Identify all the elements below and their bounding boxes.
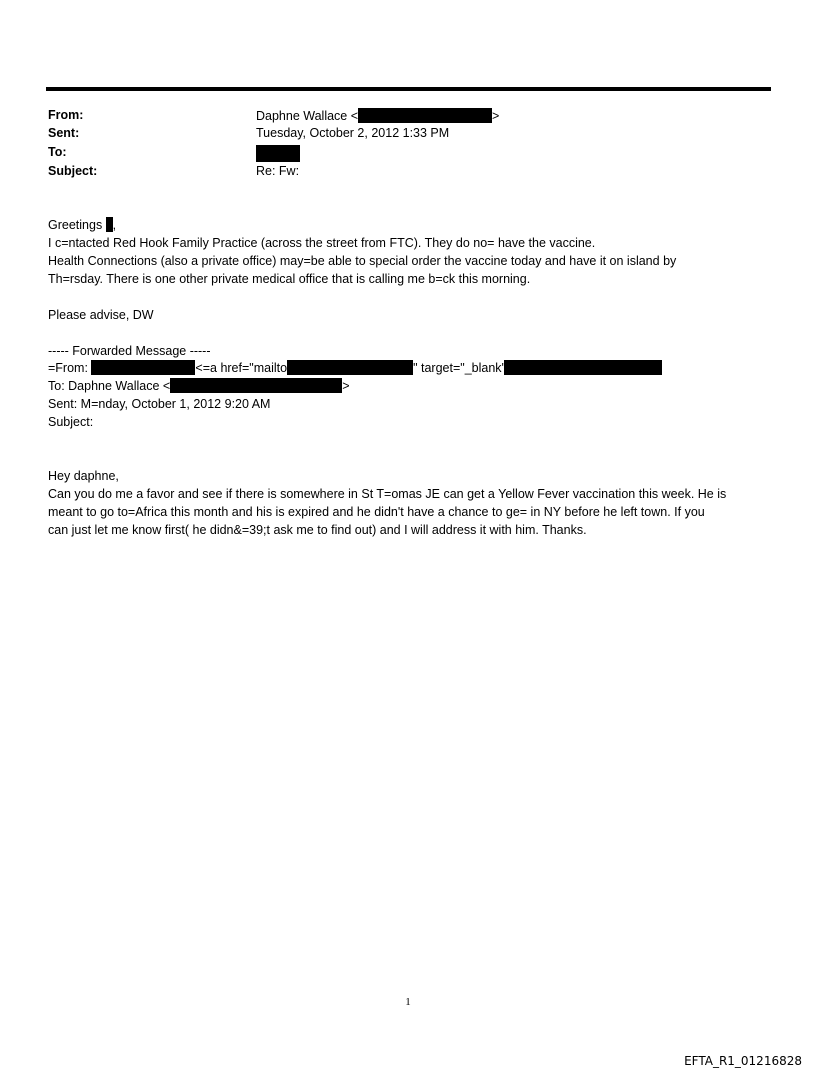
- forwarded-to-line: [48, 377, 350, 395]
- body-line-1: I c=ntacted Red Hook Family Practice (across the street from FTC). They do no= have the vaccine.: [48, 236, 596, 250]
- forwarded-from-line: [48, 359, 662, 377]
- from-label: From:: [48, 108, 84, 122]
- body-line-3: Th=rsday. There is one other private medical office that is calling me b=ck this morning.: [48, 272, 531, 286]
- from-close: >: [492, 109, 500, 123]
- forwarded-to-prefix: To: Daphne Wallace <: [48, 379, 171, 393]
- sent-row: [48, 126, 748, 144]
- greeting-line: [48, 216, 116, 234]
- redaction-box: [170, 378, 342, 393]
- redaction-box: [358, 108, 492, 123]
- redaction-box: [106, 217, 113, 232]
- page-number: 1: [405, 996, 411, 1008]
- greeting-prefix: Greetings: [48, 218, 106, 232]
- forwarded-sent: Sent: M=nday, October 1, 2012 9:20 AM: [48, 397, 271, 411]
- subject-value: Re: Fw:: [256, 164, 300, 178]
- redaction-box: [287, 360, 413, 375]
- message-line-1: Can you do me a favor and see if there is somewhere in St T=omas JE can get a Yellow Fever vaccination this week. He is: [48, 487, 727, 501]
- forwarded-from-label: =From:: [48, 361, 92, 375]
- message-line-2: meant to go to=Africa this month and his is expired and he didn't have a chance to ge= in NY before he left town. If you: [48, 505, 705, 519]
- subject-row: [48, 164, 748, 182]
- from-value: [256, 108, 499, 123]
- to-row: [48, 145, 748, 163]
- from-row: [48, 108, 748, 126]
- redaction-box: [504, 360, 662, 375]
- message-greeting: Hey daphne,: [48, 469, 119, 483]
- to-value: [256, 145, 300, 162]
- message-line-3: can just let me know first( he didn&=39;t ask me to find out) and I will address it with him. Thanks.: [48, 523, 587, 537]
- forwarded-banner: ----- Forwarded Message -----: [48, 344, 211, 358]
- document-id: EFTA_R1_01216828: [684, 1054, 802, 1068]
- from-name: Daphne Wallace <: [256, 109, 359, 123]
- redaction-box: [256, 145, 300, 162]
- forwarded-to-suffix: >: [342, 379, 350, 393]
- body-line-2: Health Connections (also a private office) may=be able to special order the vaccine today and have it on island by: [48, 254, 677, 268]
- signoff: Please advise, DW: [48, 308, 154, 322]
- redaction-box: [91, 360, 195, 375]
- forwarded-from-target: " target="_blank': [413, 361, 504, 375]
- sent-label: Sent:: [48, 126, 80, 140]
- forwarded-from-mailto: <=a href="mailto: [195, 361, 288, 375]
- sent-value: Tuesday, October 2, 2012 1:33 PM: [256, 126, 450, 140]
- greeting-suffix: ,: [112, 218, 117, 232]
- to-label: To:: [48, 145, 67, 159]
- subject-label: Subject:: [48, 164, 98, 178]
- forwarded-subject: Subject:: [48, 415, 94, 429]
- header-rule: [46, 87, 771, 91]
